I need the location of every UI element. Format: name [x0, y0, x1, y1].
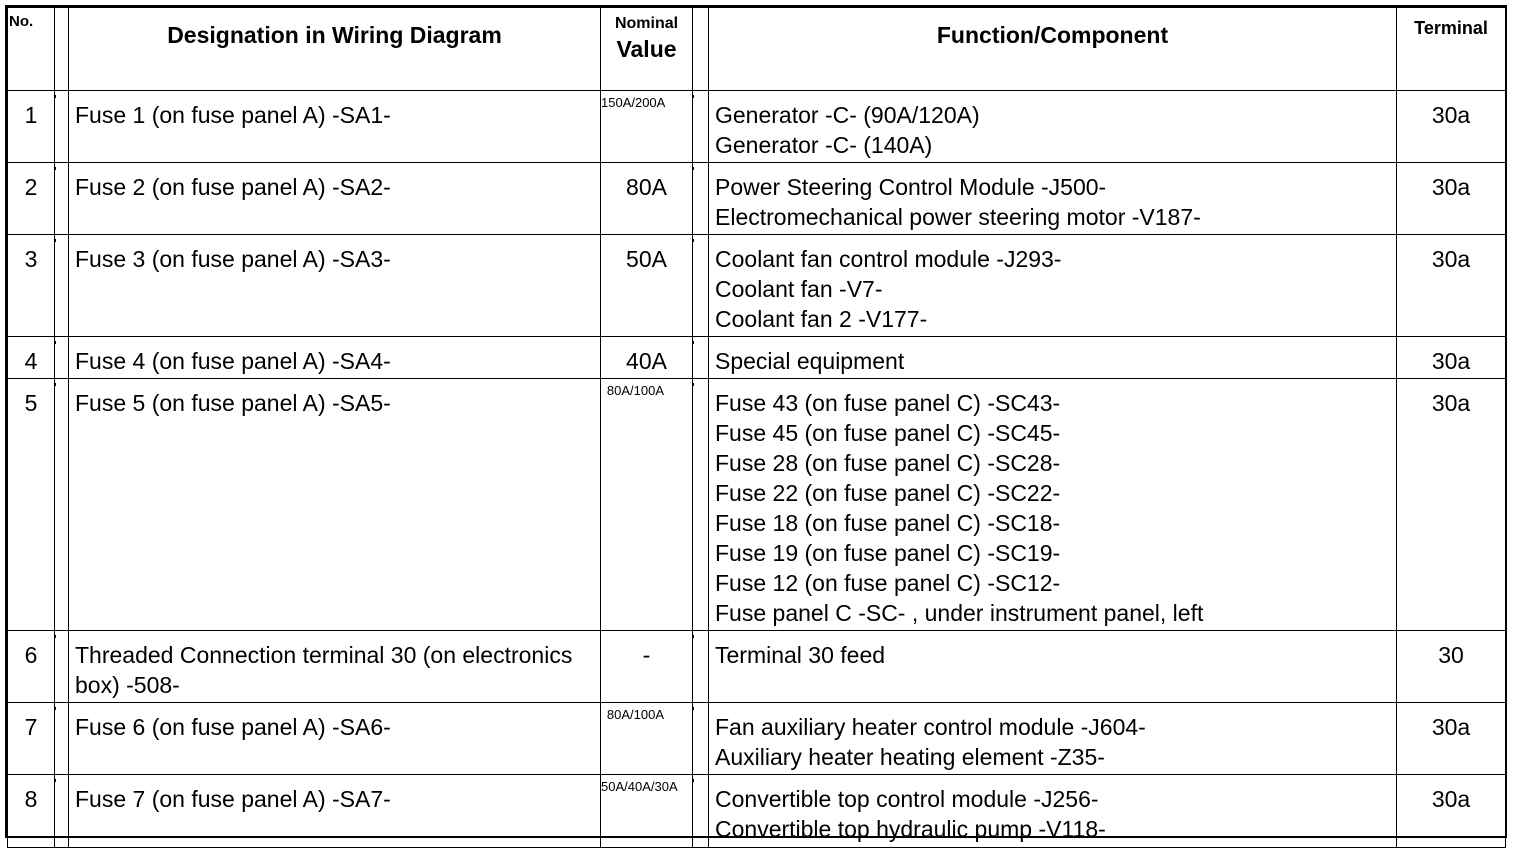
- table-row: [8, 703, 1506, 775]
- row-functions: [709, 703, 1397, 775]
- function-component-line: Auxiliary heater heating element -Z35-: [715, 744, 1105, 770]
- row-terminal: 30: [1397, 631, 1506, 703]
- row-designation: Fuse 7 (on fuse panel A) -SA7-: [69, 775, 601, 848]
- table-row: [8, 379, 1506, 631]
- function-component-line: Convertible top hydraulic pump -V118-: [715, 816, 1106, 842]
- row-nominal-value: 50A/40A/30A: [601, 775, 693, 848]
- table-row: [8, 163, 1506, 235]
- function-component-line: Terminal 30 feed: [715, 642, 886, 668]
- row-terminal: 30a: [1397, 379, 1506, 631]
- header-nominal-value: [601, 8, 693, 91]
- row-nominal-value: 50A: [601, 235, 693, 337]
- row-number: 8: [8, 775, 55, 848]
- row-terminal: 30a: [1397, 337, 1506, 379]
- header-nominal-top: Nominal: [614, 15, 679, 32]
- header-terminal: Terminal: [1397, 8, 1506, 91]
- function-component-line: Fuse panel C -SC- , under instrument panel, left: [715, 600, 1204, 626]
- function-component-line: Coolant fan 2 -V177-: [715, 306, 928, 332]
- row-gap-left: [55, 91, 69, 163]
- row-gap-right: [693, 631, 709, 703]
- row-designation: Fuse 4 (on fuse panel A) -SA4-: [69, 337, 601, 379]
- function-component-line: Coolant fan -V7-: [715, 276, 883, 302]
- row-gap-left: [55, 703, 69, 775]
- table-row: [8, 775, 1506, 848]
- row-designation: Threaded Connection terminal 30 (on electronics box) -508-: [69, 631, 601, 703]
- row-gap-left: [55, 163, 69, 235]
- row-gap-right: [693, 775, 709, 848]
- row-terminal: 30a: [1397, 775, 1506, 848]
- function-component-line: Generator -C- (140A): [715, 132, 933, 158]
- table-row: [8, 337, 1506, 379]
- row-gap-right: [693, 337, 709, 379]
- function-component-line: Special equipment: [715, 348, 905, 374]
- function-component-line: Fuse 19 (on fuse panel C) -SC19-: [715, 540, 1061, 566]
- function-component-line: Generator -C- (90A/120A): [715, 102, 980, 128]
- row-functions: [709, 163, 1397, 235]
- row-functions: [709, 379, 1397, 631]
- row-terminal: 30a: [1397, 163, 1506, 235]
- row-terminal: 30a: [1397, 235, 1506, 337]
- function-component-line: Fan auxiliary heater control module -J604-: [715, 714, 1146, 740]
- row-designation: Fuse 1 (on fuse panel A) -SA1-: [69, 91, 601, 163]
- row-functions: [709, 631, 1397, 703]
- row-number: 5: [8, 379, 55, 631]
- row-nominal-value: 80A/100A: [601, 703, 693, 775]
- row-number: 6: [8, 631, 55, 703]
- row-gap-left: [55, 337, 69, 379]
- row-gap-right: [693, 91, 709, 163]
- row-designation: Fuse 3 (on fuse panel A) -SA3-: [69, 235, 601, 337]
- function-component-line: Fuse 43 (on fuse panel C) -SC43-: [715, 390, 1061, 416]
- row-number: 7: [8, 703, 55, 775]
- header-function: Function/Component: [709, 8, 1397, 91]
- row-designation: Fuse 5 (on fuse panel A) -SA5-: [69, 379, 601, 631]
- function-component-line: Fuse 28 (on fuse panel C) -SC28-: [715, 450, 1061, 476]
- row-gap-left: [55, 235, 69, 337]
- row-designation: Fuse 2 (on fuse panel A) -SA2-: [69, 163, 601, 235]
- table-row: [8, 631, 1506, 703]
- row-nominal-value: -: [601, 631, 693, 703]
- header-gap-left: [55, 8, 69, 91]
- row-number: 3: [8, 235, 55, 337]
- row-gap-left: [55, 379, 69, 631]
- row-gap-right: [693, 703, 709, 775]
- table-row: [8, 235, 1506, 337]
- row-functions: [709, 337, 1397, 379]
- row-number: 1: [8, 91, 55, 163]
- header-designation: Designation in Wiring Diagram: [69, 8, 601, 91]
- function-component-line: Fuse 22 (on fuse panel C) -SC22-: [715, 480, 1061, 506]
- row-nominal-value: 80A/100A: [601, 379, 693, 631]
- function-component-line: Convertible top control module -J256-: [715, 786, 1099, 812]
- function-component-line: Electromechanical power steering motor -V187-: [715, 204, 1201, 230]
- row-gap-right: [693, 235, 709, 337]
- function-component-line: Fuse 12 (on fuse panel C) -SC12-: [715, 570, 1061, 596]
- row-terminal: 30a: [1397, 91, 1506, 163]
- row-designation: Fuse 6 (on fuse panel A) -SA6-: [69, 703, 601, 775]
- header-gap-right: [693, 8, 709, 91]
- table-body: [8, 91, 1506, 848]
- row-gap-right: [693, 379, 709, 631]
- function-component-line: Coolant fan control module -J293-: [715, 246, 1062, 272]
- function-component-line: Power Steering Control Module -J500-: [715, 174, 1107, 200]
- function-component-line: Fuse 18 (on fuse panel C) -SC18-: [715, 510, 1061, 536]
- table-row: [8, 91, 1506, 163]
- fuse-table-sheet: [5, 5, 1507, 842]
- row-nominal-value: 40A: [601, 337, 693, 379]
- row-gap-left: [55, 775, 69, 848]
- header-nominal-bottom: Value: [616, 36, 677, 62]
- table-header-row: [8, 8, 1506, 91]
- row-terminal: 30a: [1397, 703, 1506, 775]
- header-no: No.: [8, 8, 55, 91]
- fuse-assignment-table: [7, 7, 1506, 848]
- row-functions: [709, 91, 1397, 163]
- row-number: 2: [8, 163, 55, 235]
- row-gap-left: [55, 631, 69, 703]
- row-gap-right: [693, 163, 709, 235]
- row-number: 4: [8, 337, 55, 379]
- row-functions: [709, 775, 1397, 848]
- row-nominal-value: 150A/200A: [601, 91, 693, 163]
- row-functions: [709, 235, 1397, 337]
- row-nominal-value: 80A: [601, 163, 693, 235]
- function-component-line: Fuse 45 (on fuse panel C) -SC45-: [715, 420, 1061, 446]
